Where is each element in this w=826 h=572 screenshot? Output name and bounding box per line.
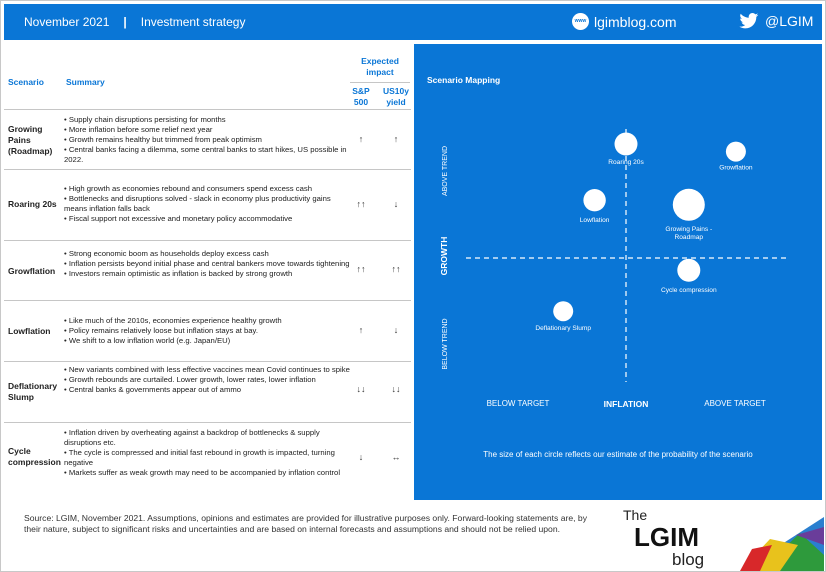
scenario-summary (64, 428, 354, 478)
axis-above-trend: ABOVE TREND (442, 145, 449, 197)
header-scenario: Scenario (8, 77, 44, 87)
summary-bullet: • Inflation driven by overheating against a backdrop of bottlenecks & supply disruptions etc. (64, 428, 354, 448)
scenario-name: Roaring 20s (8, 199, 57, 209)
summary-bullet: • Central banks & governments appear out of ammo (64, 385, 354, 395)
us10y-impact-arrow: ↓↓ (391, 384, 401, 394)
scenario-point-label: Roaring 20s (608, 159, 644, 166)
scenario-summary (64, 316, 354, 346)
summary-bullet: • Markets suffer as weak growth may need to be accompanied by inflation control (64, 468, 354, 478)
lgim-blog-logo (620, 505, 824, 571)
header-expected-impact: Expected impact (361, 56, 399, 77)
us10y-impact-arrow: ↓ (393, 199, 399, 209)
scenario-summary (64, 115, 354, 165)
header-bar (4, 4, 822, 40)
source-note: Source: LGIM, November 2021. Assumptions, opinions and estimates are provided for illustrative purposes only. Forward-looking statements are, by their nature, subject to significant risks and uncertainties and are based on internal forecasts and assumptions and should not be relied upon. (24, 513, 588, 534)
table-row (4, 170, 411, 241)
summary-bullet: • New variants combined with less effective vaccines mean Covid continues to spike (64, 365, 354, 375)
scenario-name: Growing Pains (Roadmap) (8, 124, 53, 156)
scenario-point (677, 259, 700, 282)
scenario-mapping-panel (414, 44, 822, 500)
us10y-impact-arrow: ↔ (391, 452, 401, 462)
sp500-impact-arrow: ↑↑ (356, 264, 366, 274)
sp500-impact-arrow: ↓↓ (356, 384, 366, 394)
scenario-point-label: Cycle compression (660, 287, 717, 295)
scenario-point-label: Deflationary Slump (535, 325, 592, 333)
header-date: November 2021 (24, 15, 110, 29)
table-row (4, 423, 411, 500)
summary-bullet: • More inflation before some relief next year (64, 125, 354, 135)
header-us10y: US10y yield (383, 86, 409, 107)
us10y-impact-arrow: ↑ (393, 134, 399, 144)
summary-bullet: • Inflation persists beyond initial phase and central bankers move towards tightening (64, 259, 354, 269)
summary-bullet: • Bottlenecks and disruptions solved - slack in economy plus productivity gains means inflation falls back (64, 194, 354, 214)
table-header (4, 44, 411, 110)
header-separator: | (123, 15, 127, 29)
table-row (4, 110, 411, 170)
scenario-point (583, 189, 605, 211)
scenario-summary (64, 249, 354, 279)
summary-bullet: • Central banks facing a dilemma, some central banks to start hikes, US possible in 2022. (64, 145, 354, 165)
scenario-point-label: Lowflation (579, 217, 610, 225)
twitter-link[interactable] (739, 13, 813, 29)
header-summary: Summary (66, 77, 105, 87)
sp500-impact-arrow: ↑↑ (356, 199, 366, 209)
scenario-point (726, 142, 746, 162)
scenario-point (673, 189, 705, 221)
scenario-table (4, 44, 411, 500)
scenario-point-label: Growflation (719, 164, 753, 172)
scenario-point (553, 301, 573, 321)
umbrella-logo-icon (620, 505, 824, 571)
us10y-impact-arrow: ↑↑ (391, 264, 401, 274)
header-divider (350, 82, 410, 83)
summary-bullet: • Investors remain optimistic as inflation is backed by strong growth (64, 269, 354, 279)
twitter-bird-icon (739, 13, 759, 29)
twitter-handle-text: @LGIM (765, 13, 814, 29)
scenario-name: Growflation (8, 266, 56, 276)
summary-bullet: • We shift to a low inflation world (e.g. Japan/EU) (64, 336, 354, 346)
scenario-name: Deflationary Slump (8, 381, 58, 402)
logo-the: The (623, 507, 648, 523)
summary-bullet: • Strong economic boom as households deploy excess cash (64, 249, 354, 259)
scenario-point (615, 133, 638, 156)
scenario-point-label: Growing Pains -Roadmap (665, 225, 713, 241)
header-title (24, 15, 245, 29)
table-row (4, 301, 411, 362)
logo-blog: blog (672, 550, 705, 569)
scenario-summary (64, 184, 354, 224)
scenario-name: Lowflation (8, 326, 51, 336)
axis-below-target: BELOW TARGET (486, 399, 550, 408)
sp500-impact-arrow: ↓ (358, 452, 364, 462)
header-section: Investment strategy (140, 15, 246, 29)
table-row (4, 241, 411, 301)
scenario-mapping-chart (414, 44, 822, 500)
sp500-impact-arrow: ↑ (358, 325, 364, 335)
axis-below-trend: BELOW TREND (442, 318, 449, 370)
us10y-impact-arrow: ↓ (393, 325, 399, 335)
summary-bullet: • Policy remains relatively loose but inflation stays at bay. (64, 326, 354, 336)
globe-icon (572, 13, 589, 30)
summary-bullet: • The cycle is compressed and initial fast rebound in growth is impacted, turning negative (64, 448, 354, 468)
mapping-title: Scenario Mapping (427, 75, 501, 85)
summary-bullet: • High growth as economies rebound and consumers spend excess cash (64, 184, 354, 194)
scenario-summary (64, 365, 354, 395)
sp500-impact-arrow: ↑ (358, 134, 364, 144)
axis-inflation: INFLATION (603, 399, 649, 409)
scenario-name: Cycle compression (8, 446, 61, 467)
header-sp500: S&P 500 (352, 86, 370, 107)
table-row (4, 362, 411, 423)
summary-bullet: • Like much of the 2010s, economies experience healthy growth (64, 316, 354, 326)
mapping-footnote: The size of each circle reflects our estimate of the probability of the scenario (483, 450, 753, 459)
axis-above-target: ABOVE TARGET (704, 399, 766, 408)
site-link-text: lgimblog.com (594, 13, 677, 30)
summary-bullet: • Growth rebounds are curtailed. Lower growth, lower rates, lower inflation (64, 375, 354, 385)
summary-bullet: • Fiscal support not excessive and monetary policy accommodative (64, 214, 354, 224)
logo-lgim: LGIM (634, 522, 699, 552)
site-link[interactable] (572, 13, 676, 30)
summary-bullet: • Supply chain disruptions persisting for months (64, 115, 354, 125)
summary-bullet: • Growth remains healthy but trimmed from peak optimism (64, 135, 354, 145)
axis-growth: GROWTH (439, 236, 449, 276)
